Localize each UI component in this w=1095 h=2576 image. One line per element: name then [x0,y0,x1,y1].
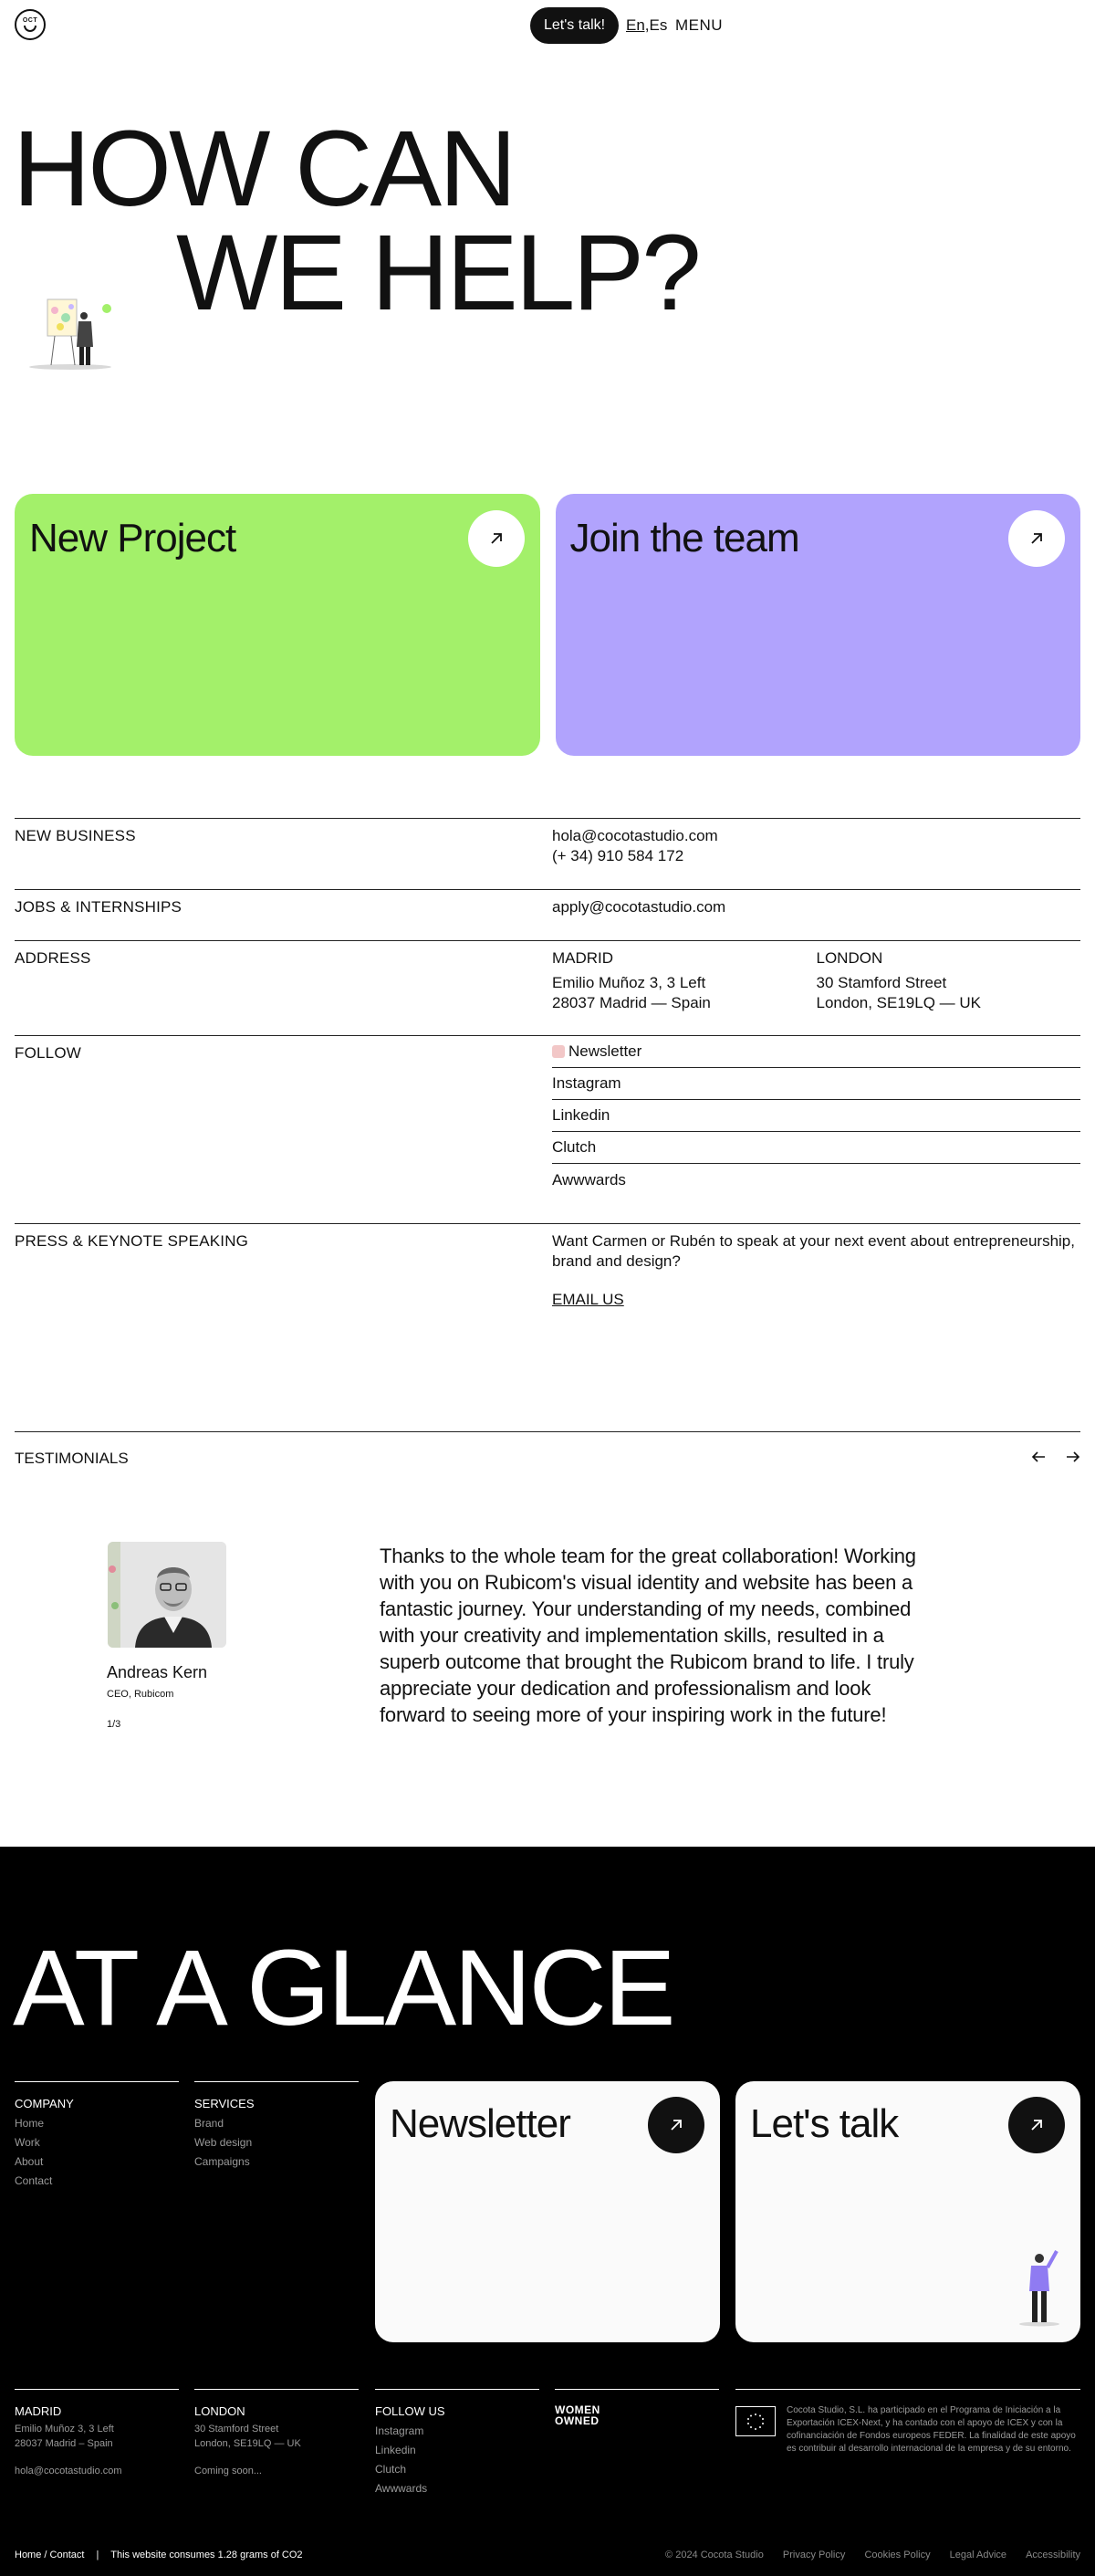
eu-funding-text: Cocota Studio, S.L. ha participado en el Programa de Iniciación a la Exportación ICEX-Next, y ha contado con el apoyo de ICEX y con la cofinanciación de Fondos europeos FEDER. La finalidad de este apoyo es contribuir al desarrollo internacional de la empresa y de su entorno. [787,2405,1076,2454]
breadcrumb-current: Contact [49,2550,85,2560]
arrow-up-right-icon [1027,2116,1046,2134]
madrid-line2: 28037 Madrid — Spain [552,994,711,1011]
footer-link-linkedin[interactable]: Linkedin [375,2444,416,2456]
privacy-policy-link[interactable]: Privacy Policy [782,2550,846,2560]
site-footer [0,1847,1095,2576]
women-owned-logo [555,2404,719,2426]
arrow-up-right-icon [487,529,506,548]
footer-link-brand[interactable]: Brand [194,2117,224,2130]
arrow-up-right-icon [667,2116,685,2134]
accessibility-link[interactable]: Accessibility [1026,2550,1080,2560]
follow-row [15,1035,1080,1223]
email-us-link[interactable]: EMAIL US [552,1291,624,1308]
join-team-arrow-button[interactable] [1008,510,1065,567]
footer-link-instagram[interactable]: Instagram [375,2424,424,2437]
testimonial-name: Andreas Kern [107,1663,208,1681]
press-label: PRESS & KEYNOTE SPEAKING [15,1232,249,1250]
footer-madrid-line1: Emilio Muñoz 3, 3 Left [15,2424,114,2435]
testimonial-quote: Thanks to the whole team for the great collaboration! Working with you on Rubicom's visual identity and website has been a fantastic journey. Your understanding of my needs, combined with your creativity and implementation skills, resulted in a superb outcome that brought the Rubicom brand to life. I truly appreciate your dedication and professionalism and look forward to seeing more of your inspiring work in the future! [380,1545,916,1726]
follow-linkedin-link[interactable]: Linkedin [552,1100,1080,1132]
london-column [194,2389,359,2478]
footer-link-contact[interactable]: Contact [15,2174,53,2187]
london-line2: London, SE19LQ — UK [816,994,982,1011]
new-project-card[interactable] [15,494,540,756]
testimonial-counter: 1/3 [107,1719,121,1730]
footer-london-line2: London, SE19LQ — UK [194,2438,301,2449]
footer-london-title: LONDON [194,2404,245,2418]
madrid-column [15,2389,179,2478]
lets-talk-button[interactable]: Let's talk! [530,7,619,44]
services-column [194,2081,359,2172]
madrid-address [552,948,817,1013]
breadcrumb [15,2550,303,2560]
jobs-row [15,889,1080,940]
testimonial-nav [1031,1449,1080,1468]
business-phone-link[interactable]: (+ 34) 910 584 172 [552,847,684,864]
footer-link-about[interactable]: About [15,2155,44,2168]
new-project-title: New Project [29,516,236,560]
arrow-up-right-icon [1027,529,1046,548]
follow-item-label: Newsletter [568,1042,642,1060]
madrid-line1: Emilio Muñoz 3, 3 Left [552,974,706,991]
services-title: SERVICES [194,2097,255,2110]
breadcrumb-home-link[interactable]: Home [15,2550,42,2560]
person-with-board-illustration [20,290,120,372]
lets-talk-arrow-button[interactable] [1008,2097,1065,2153]
new-business-row [15,818,1080,889]
join-team-card[interactable] [556,494,1081,756]
footer-link-work[interactable]: Work [15,2136,40,2149]
contact-sections [15,818,1080,1429]
breadcrumb-separator: / [44,2550,47,2560]
arrow-left-icon[interactable] [1031,1449,1046,1468]
women-owned-line2: OWNED [555,2414,600,2427]
logo[interactable] [15,9,46,40]
women-owned-column [555,2389,719,2426]
legal-advice-link[interactable]: Legal Advice [949,2550,1007,2560]
london-line1: 30 Stamford Street [816,974,947,991]
eu-funding-column [735,2389,1080,2456]
london-address [817,948,1081,1013]
cookies-policy-link[interactable]: Cookies Policy [864,2550,931,2560]
footer-title: AT A GLANCE [13,1928,673,2048]
testimonial-avatar [108,1542,226,1648]
site-header [0,0,1095,51]
hero [0,51,1095,560]
follow-awwwards-link[interactable]: Awwwards [552,1170,626,1189]
footer-london-line1: 30 Stamford Street [194,2424,279,2435]
legal-links [649,2550,1080,2560]
jobs-email-link[interactable]: apply@cocotastudio.com [552,898,726,916]
copyright: © 2024 Cocota Studio [665,2550,764,2560]
co2-text: This website consumes 1.28 grams of CO2 [110,2550,303,2560]
lets-talk-card-title: Let's talk [750,2101,899,2146]
madrid-city: MADRID [552,949,614,967]
language-switcher [626,16,667,35]
testimonial-role: CEO, Rubicom [107,1689,174,1700]
footer-link-web-design[interactable]: Web design [194,2136,253,2149]
company-column [15,2081,179,2191]
jobs-label: JOBS & INTERNSHIPS [15,898,182,916]
bottom-divider: | [96,2550,99,2560]
address-row [15,940,1080,1035]
footer-link-clutch[interactable]: Clutch [375,2463,407,2476]
lang-es-link[interactable]: Es [649,16,668,34]
join-team-title: Join the team [569,516,799,560]
footer-link-campaigns[interactable]: Campaigns [194,2155,250,2168]
hero-title-line2: WE HELP? [176,213,699,333]
new-project-arrow-button[interactable] [468,510,525,567]
menu-button[interactable]: MENU [675,16,724,34]
business-email-link[interactable]: hola@cocotastudio.com [552,827,718,844]
follow-instagram-link[interactable]: Instagram [552,1068,1080,1100]
address-label: ADDRESS [15,949,91,967]
footer-link-awwwards[interactable]: Awwwards [375,2482,428,2495]
help-cards [15,494,1080,756]
testimonials-label: TESTIMONIALS [15,1450,129,1467]
follow-newsletter-link[interactable] [552,1036,1080,1068]
follow-clutch-link[interactable]: Clutch [552,1132,1080,1164]
envelope-icon [552,1045,565,1058]
logo-text: OCT [22,17,38,24]
testimonials-section [15,1431,1080,1847]
women-owned-line1: WOMEN [555,2403,600,2416]
follow-us-title: FOLLOW US [375,2404,445,2418]
newsletter-card[interactable] [375,2081,720,2342]
follow-us-column [375,2389,539,2498]
lang-en-link[interactable]: En, [626,16,650,34]
follow-label: FOLLOW [15,1044,81,1062]
smile-icon [24,26,36,32]
footer-madrid-line2: 28037 Madrid – Spain [15,2438,113,2449]
eu-flag-icon [735,2406,776,2436]
london-city: LONDON [816,949,883,967]
arrow-right-icon[interactable] [1066,1449,1080,1468]
newsletter-card-title: Newsletter [390,2101,570,2146]
footer-link-home[interactable]: Home [15,2117,45,2130]
footer-email-link[interactable]: hola@cocotastudio.com [15,2466,122,2477]
new-business-label: NEW BUSINESS [15,827,136,844]
company-title: COMPANY [15,2097,74,2110]
footer-madrid-title: MADRID [15,2404,62,2418]
footer-london-extra: Coming soon... [194,2466,262,2477]
hero-title-line1: HOW CAN [13,109,515,229]
press-text: Want Carmen or Rubén to speak at your next event about entrepreneurship, brand and design? [552,1232,1075,1270]
newsletter-arrow-button[interactable] [648,2097,704,2153]
press-row [15,1223,1080,1429]
lets-talk-card[interactable] [735,2081,1080,2342]
person-waving-illustration [1017,2246,1062,2328]
